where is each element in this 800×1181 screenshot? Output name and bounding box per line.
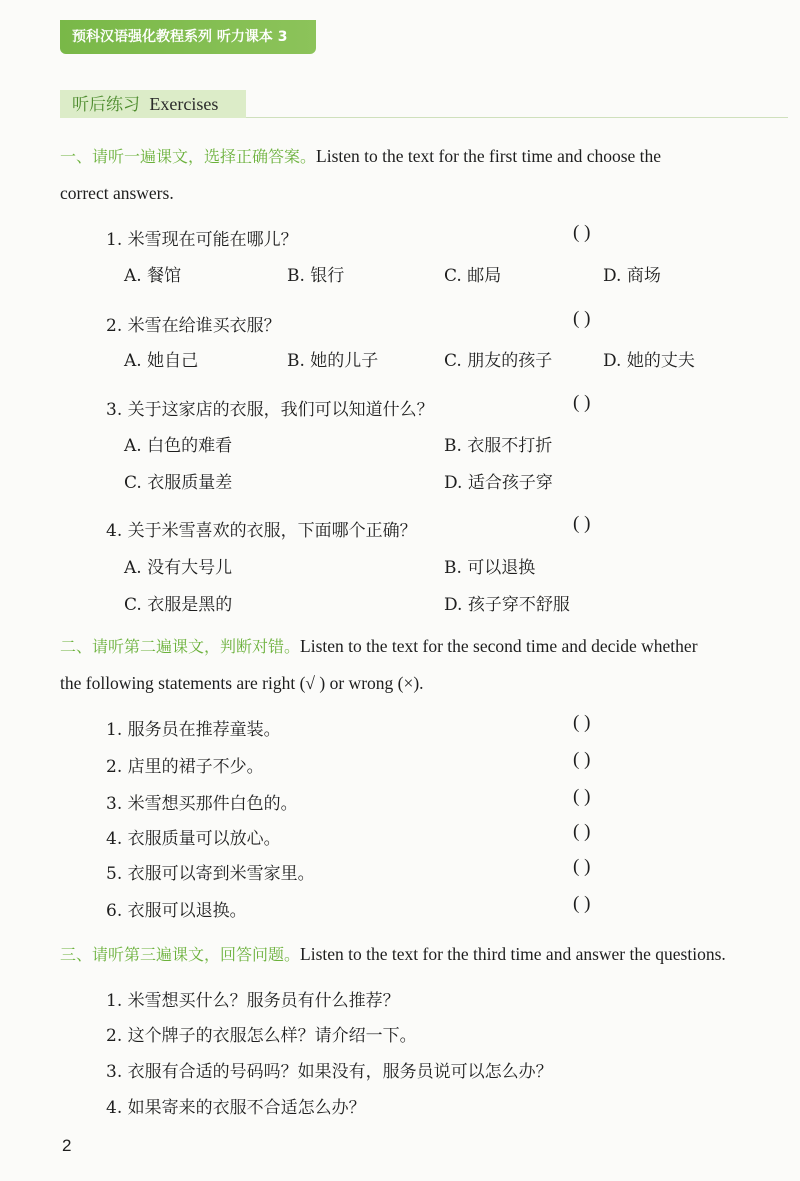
- option: C. 衣服是黑的: [124, 595, 233, 615]
- part2-heading: [60, 628, 790, 702]
- part2-heading-en: Listen to the text for the second time and decide whether: [300, 636, 698, 656]
- part2-heading-en-cont: the following statements are right (√ ) or wrong (×).: [60, 673, 424, 693]
- question-text: 4. 如果寄来的衣服不合适怎么办？: [106, 1098, 366, 1118]
- answer-blank: ( ): [573, 821, 591, 842]
- part1-heading: [60, 138, 790, 212]
- option: A. 没有大号儿: [124, 558, 233, 578]
- answer-blank: ( ): [573, 513, 591, 534]
- question-text: 3. 衣服有合适的号码吗？如果没有，服务员说可以怎么办？: [106, 1062, 553, 1082]
- option: D. 她的丈夫: [603, 351, 695, 371]
- option: C. 衣服质量差: [124, 473, 233, 493]
- option: B. 银行: [287, 266, 345, 286]
- option: B. 衣服不打折: [444, 436, 553, 456]
- section-tab: [60, 90, 246, 118]
- part3-heading: [60, 936, 790, 973]
- statement: 2. 店里的裙子不少。: [106, 757, 264, 777]
- section-title-en: Exercises: [149, 94, 219, 114]
- option: A. 餐馆: [124, 266, 182, 286]
- question-text: 4. 关于米雪喜欢的衣服，下面哪个正确？: [106, 521, 417, 541]
- option: A. 她自己: [124, 351, 199, 371]
- question-text: 1. 米雪想买什么？服务员有什么推荐？: [106, 991, 400, 1011]
- part3-heading-zh: 三、请听第三遍课文，回答问题。: [60, 945, 301, 964]
- statement: 3. 米雪想买那件白色的。: [106, 794, 298, 814]
- answer-blank: ( ): [573, 308, 591, 329]
- statement: 4. 衣服质量可以放心。: [106, 829, 281, 849]
- statement: 1. 服务员在推荐童装。: [106, 720, 281, 740]
- answer-blank: ( ): [573, 222, 591, 243]
- statement: 5. 衣服可以寄到米雪家里。: [106, 864, 315, 884]
- part1-heading-zh: 一、请听一遍课文，选择正确答案。: [60, 147, 317, 166]
- answer-blank: ( ): [573, 392, 591, 413]
- question-text: 2. 米雪在给谁买衣服？: [106, 316, 281, 336]
- answer-blank: ( ): [573, 893, 591, 914]
- section-divider: [246, 117, 788, 118]
- book-header: 预科汉语强化教程系列 听力课本 3: [60, 20, 316, 54]
- answer-blank: ( ): [573, 749, 591, 770]
- option: B. 她的儿子: [287, 351, 379, 371]
- question-text: 1. 米雪现在可能在哪儿？: [106, 230, 298, 250]
- section-title-zh: 听后练习: [72, 95, 140, 115]
- option: B. 可以退换: [444, 558, 536, 578]
- option: D. 孩子穿不舒服: [444, 595, 570, 615]
- page-number: 2: [62, 1136, 72, 1155]
- part3-heading-en: Listen to the text for the third time and answer the questions.: [300, 944, 726, 964]
- part1-heading-en-cont: correct answers.: [60, 183, 174, 203]
- option: D. 适合孩子穿: [444, 473, 553, 493]
- part2-heading-zh: 二、请听第二遍课文，判断对错。: [60, 637, 301, 656]
- part1-heading-en: Listen to the text for the first time and choose the: [316, 146, 662, 166]
- option: A. 白色的难看: [124, 436, 233, 456]
- answer-blank: ( ): [573, 856, 591, 877]
- option: C. 朋友的孩子: [444, 351, 553, 371]
- answer-blank: ( ): [573, 712, 591, 733]
- answer-blank: ( ): [573, 786, 591, 807]
- option: D. 商场: [603, 266, 661, 286]
- option: C. 邮局: [444, 266, 502, 286]
- statement: 6. 衣服可以退换。: [106, 901, 247, 921]
- question-text: 2. 这个牌子的衣服怎么样？请介绍一下。: [106, 1026, 417, 1046]
- question-text: 3. 关于这家店的衣服，我们可以知道什么？: [106, 400, 434, 420]
